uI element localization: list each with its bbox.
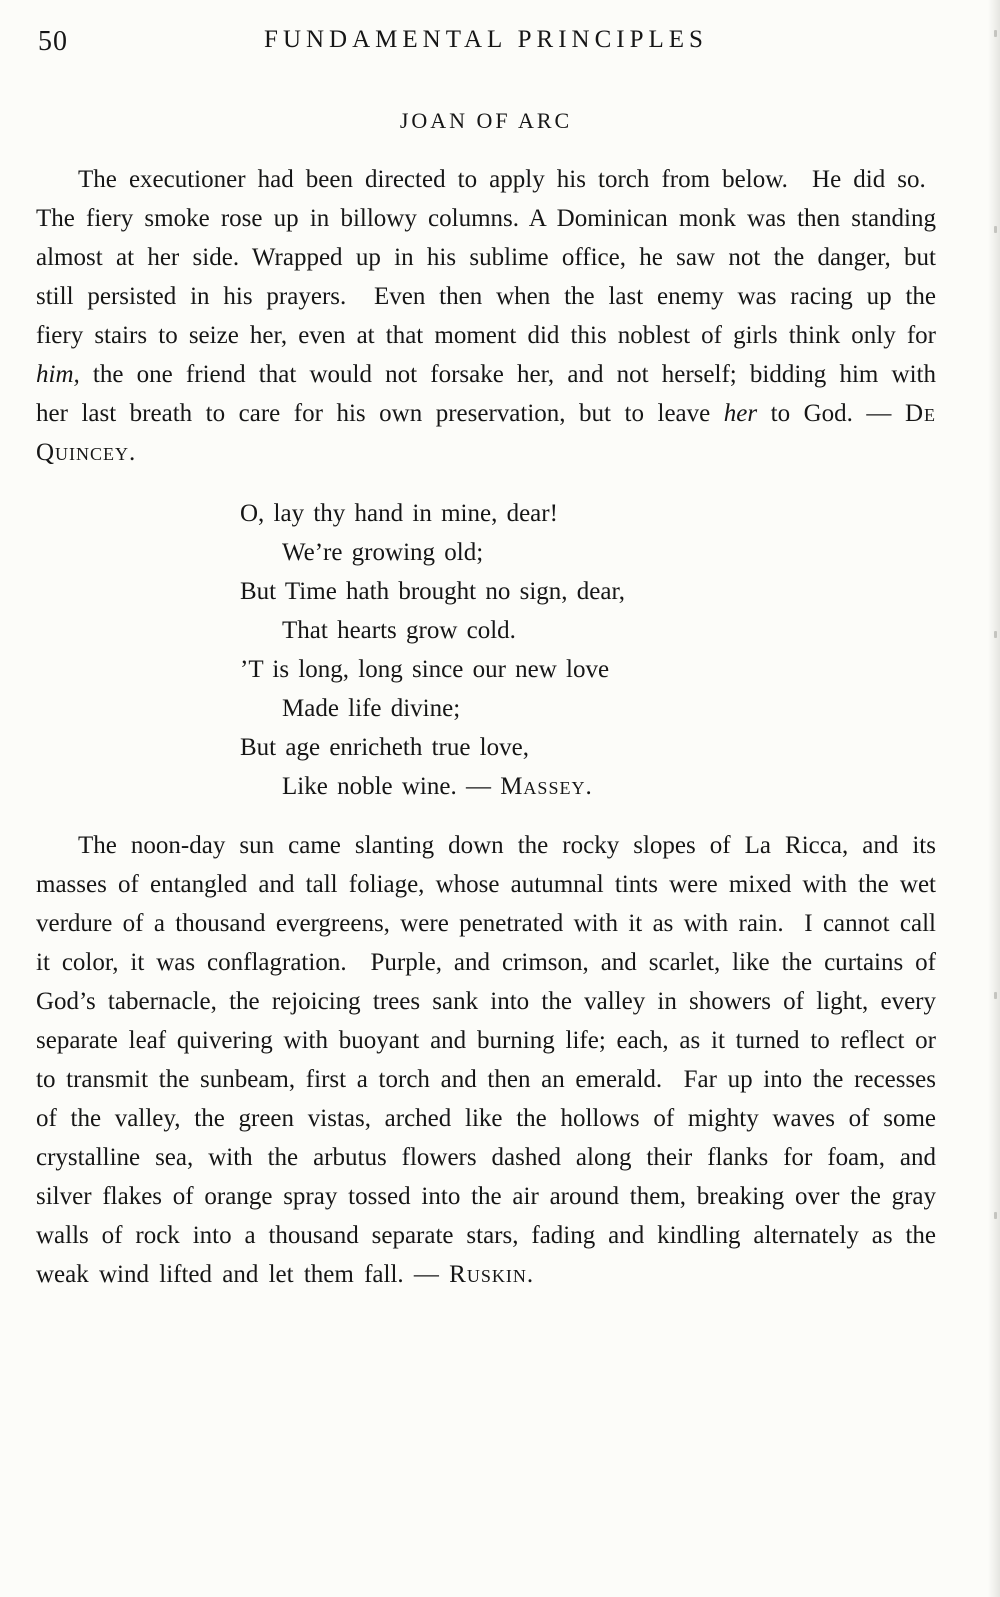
attribution-massey: Massey. <box>500 773 593 800</box>
attribution-dequincey: De Quincey. <box>36 400 936 466</box>
scan-artifact <box>994 631 997 638</box>
paragraph-text: The noon-day sun came slanting down the rocky slopes of La Ricca, and its masses of entangled and tall foliage, whose autumnal tints were mixed with the wet verdure of a thousand evergreens, were penetrated with it as with rain. I cannot call it color, it was conflagration. Purple, and crimson, and scarlet, like the curtains of God’s tabernacle, the rejoicing trees sank into the valley in showers of light, every separate leaf quivering with buoyant and burning life; each, as it turned to reflect or to transmit the sunbeam, first a torch and then an emerald. Far up into the recesses of the valley, the green vistas, arched like the hollows of mighty waves of some crystalline sea, with the arbutus flowers dashed along their flanks for foam, and silver flakes of orange spray tossed into the air around them, breaking over the gray walls of rock into a thousand separate stars, fading and kindling alternately as the weak wind lifted and let them fall. — <box>36 832 936 1288</box>
poem-line: We’re growing old; <box>282 539 484 566</box>
scan-artifact <box>994 226 997 233</box>
running-header: FUNDAMENTAL PRINCIPLES <box>264 26 708 53</box>
scan-edge-shadow <box>988 0 1000 1597</box>
page-number: 50 <box>38 26 68 57</box>
poem-line: ’T is long, long since our new love <box>240 656 610 683</box>
paragraph-text: to God. — <box>757 400 905 427</box>
italic-text: her <box>723 400 758 427</box>
paragraph-text: The executioner had been directed to apply his torch from below. He did so. The fiery smoke rose up in billowy columns. A Dominican monk was then standing almost at her side. Wrapped up in his sublime office, he saw not the danger, but still persisted in his prayers. Even then when the last enemy was racing up the fiery stairs to seize her, even at that moment did this noblest of girls think only for <box>36 166 936 349</box>
poem-block <box>240 494 936 806</box>
poem-line: Made life divine; <box>282 695 461 722</box>
scan-artifact <box>994 992 997 999</box>
poem-line: But Time hath brought no sign, dear, <box>240 578 626 605</box>
attribution-ruskin: Ruskin. <box>449 1261 535 1288</box>
poem-line <box>240 767 936 806</box>
dequincey-paragraph <box>36 160 936 472</box>
poem-line: That hearts grow cold. <box>282 617 516 644</box>
ruskin-paragraph <box>36 826 936 1294</box>
italic-text: him, <box>36 361 80 388</box>
poem-line-text: Like noble wine. — <box>282 773 501 800</box>
poem-line: But age enricheth true love, <box>240 734 529 761</box>
scan-artifact <box>994 30 997 37</box>
section-title: JOAN OF ARC <box>399 108 573 133</box>
page-header <box>36 26 936 62</box>
poem-line: O, lay thy hand in mine, dear! <box>240 500 558 527</box>
paragraph-text: the one friend that would not forsake her, and not herself; bidding him with her last breath to care for his own preservation, but to leave <box>36 361 936 427</box>
scan-artifact <box>994 1212 997 1219</box>
